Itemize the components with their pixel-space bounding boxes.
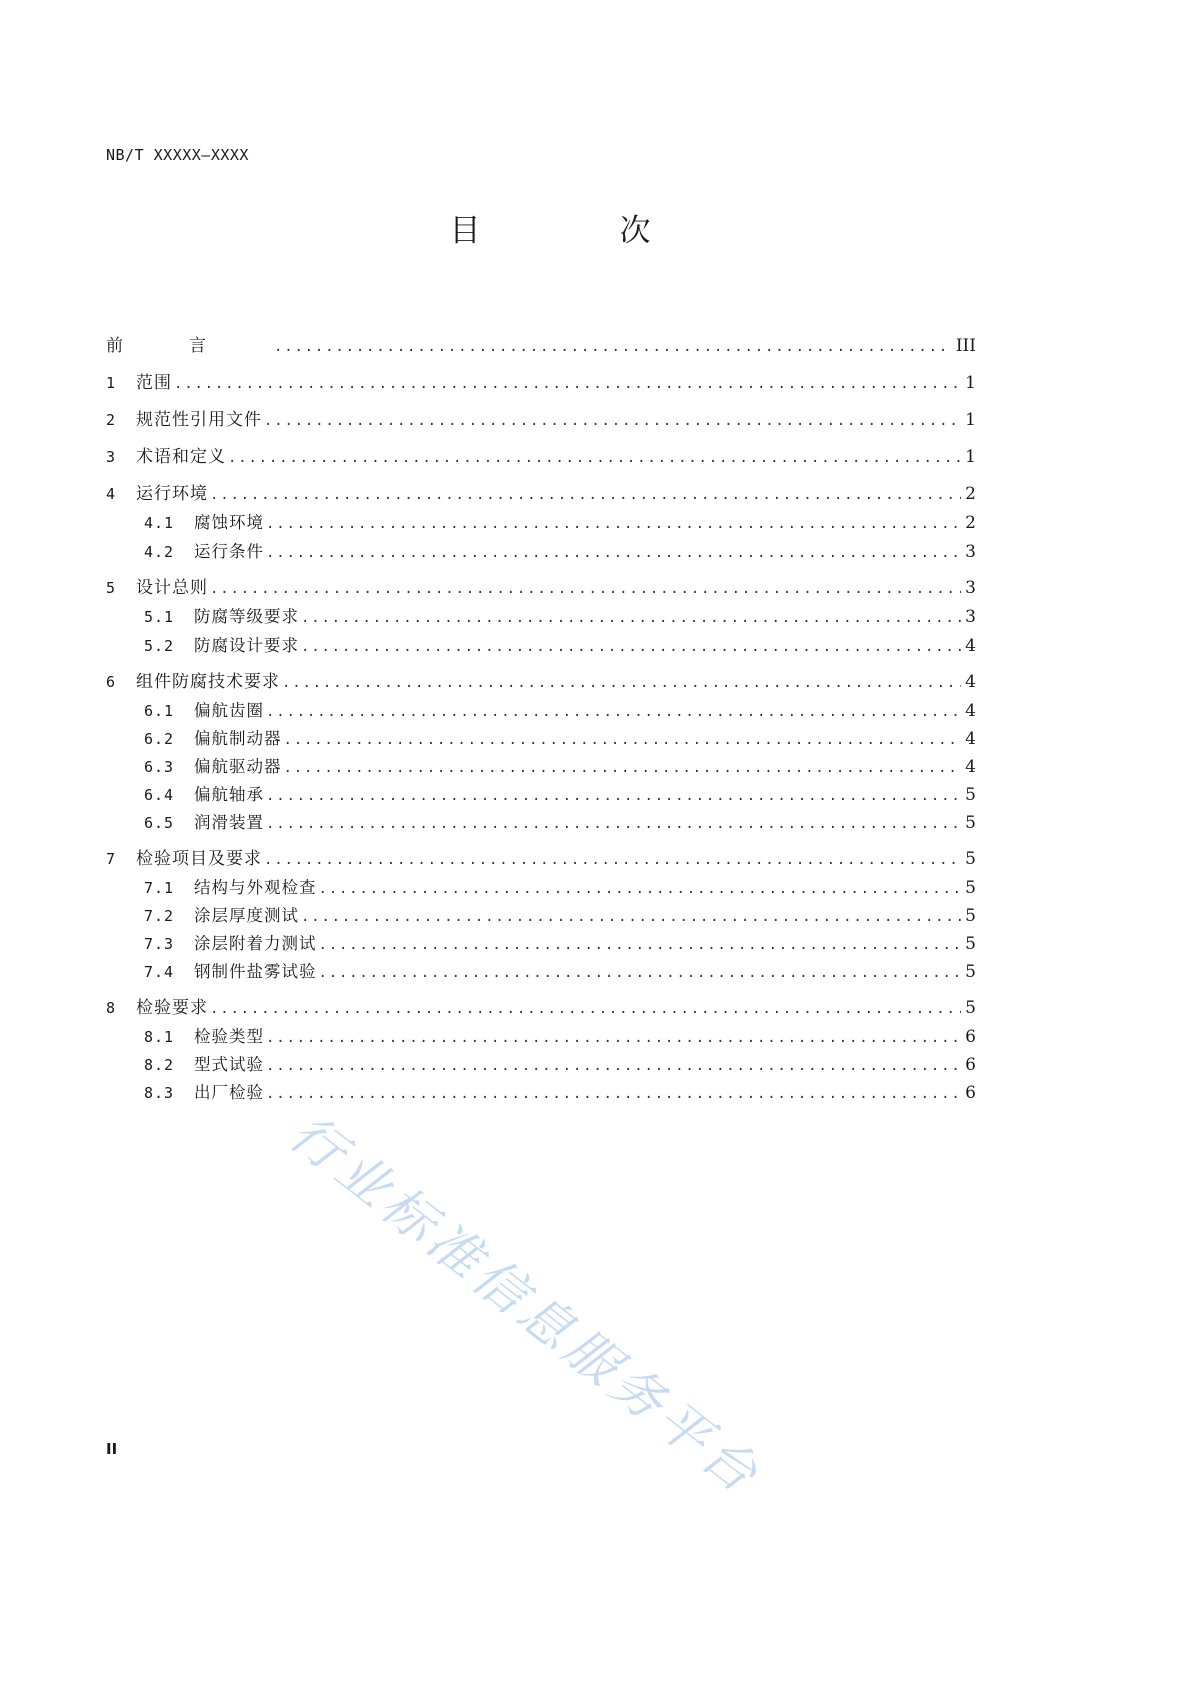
toc-entry[interactable] [106,847,976,871]
dot-leader [266,541,961,565]
toc-entry-page: 5 [965,849,976,869]
toc-entry-page: 5 [965,906,976,926]
toc-entry-page: 1 [965,373,976,393]
toc-entry-page: 6 [965,1055,976,1075]
toc-entry-title: 偏航轴承 [194,785,264,804]
toc-entry-title: 运行环境 [136,484,208,504]
toc-entry-number: 4.2 [144,543,175,561]
toc-entry-page: 4 [965,672,976,692]
toc-entry-page: 1 [965,410,976,430]
toc-entry-page: 5 [965,878,976,898]
toc-entry-title: 检验类型 [194,1027,264,1046]
toc-entry[interactable] [106,783,976,807]
toc-entry-number: 7.4 [144,963,175,981]
dot-leader [266,512,961,536]
toc-entry[interactable] [106,670,976,694]
dot-leader [210,997,961,1021]
toc-entry[interactable] [106,755,976,779]
dot-leader [174,372,961,396]
dot-leader [301,905,961,929]
toc-entry-number: 4.1 [144,514,175,532]
toc-entry-number: 8.1 [144,1028,175,1046]
toc-entry-page: 5 [965,998,976,1018]
toc-entry[interactable] [106,511,976,535]
toc-entry-title: 型式试验 [194,1055,264,1074]
toc-entry[interactable] [106,1025,976,1049]
toc-entry-number: 6.1 [144,702,175,720]
toc-entry-page: 5 [965,785,976,805]
toc-entry-number: 3 [106,448,116,466]
toc-entry[interactable] [106,1053,976,1077]
toc-entry-page: 5 [965,934,976,954]
dot-leader [319,961,962,985]
toc-entry[interactable] [106,996,976,1020]
dot-leader [266,784,961,808]
toc-entry-number: 5.2 [144,637,175,655]
toc-entry-title: 偏航齿圈 [194,701,264,720]
toc-entry-number: 6.4 [144,786,175,804]
watermark: 行业标准信息服务平台 [278,1103,773,1508]
toc-entry-page: 4 [965,701,976,721]
toc-entry[interactable] [106,482,976,506]
toc-entry-title: 术语和定义 [136,447,226,467]
toc-title: 目 次 [449,213,705,249]
toc-entry-number: 8.3 [144,1084,175,1102]
dot-leader [319,933,962,957]
dot-leader [264,848,961,872]
toc-entry-title: 防腐设计要求 [194,636,299,655]
dot-leader [284,756,962,780]
toc-entry[interactable] [106,445,976,469]
toc-entry-number: 6.3 [144,758,175,776]
toc-entry-page: 5 [965,962,976,982]
toc-entry-title: 检验要求 [136,998,208,1018]
toc-entry-number: 4 [106,485,116,503]
toc-entry[interactable] [106,634,976,658]
toc-entry[interactable] [106,876,976,900]
toc-entry-title: 润滑装置 [194,813,264,832]
toc-entry[interactable] [106,408,976,432]
toc-entry-number: 6.5 [144,814,175,832]
toc-entry[interactable] [106,605,976,629]
toc-entry-number: 8 [106,999,116,1017]
toc-entry-title: 偏航制动器 [194,729,282,748]
dot-leader [228,446,961,470]
dot-leader [266,1026,961,1050]
toc-entry-page: 4 [965,636,976,656]
toc-entry-number: 7.2 [144,907,175,925]
toc-entry-page: 6 [965,1027,976,1047]
toc-entry-title: 检验项目及要求 [136,849,262,869]
toc-entry[interactable] [106,576,976,600]
dot-leader [266,1082,961,1106]
toc-entry-title: 涂层附着力测试 [194,934,317,953]
toc-entry[interactable] [106,1081,976,1105]
standard-code: NB/T XXXXX—XXXX [106,146,249,164]
toc-entry-number: 1 [106,374,116,392]
toc-entry-title: 设计总则 [136,578,208,598]
dot-leader [266,700,961,724]
toc-entry-number: 7.3 [144,935,175,953]
page-number: II [106,1440,118,1458]
toc-entry-number: 8.2 [144,1056,175,1074]
toc-entry[interactable] [106,727,976,751]
toc-entry[interactable] [106,932,976,956]
toc-entry-number: 6 [106,673,116,691]
toc-entry-title: 出厂检验 [194,1083,264,1102]
toc-entry-page: 2 [965,513,976,533]
toc-entry-page: 6 [965,1083,976,1103]
toc-entry-title: 规范性引用文件 [136,410,262,430]
dot-leader [266,812,961,836]
dot-leader [210,483,961,507]
toc-entry-title: 运行条件 [194,542,264,561]
toc-entry-page: 2 [965,484,976,504]
toc-entry-title: 组件防腐技术要求 [136,672,280,692]
toc-entry[interactable] [106,811,976,835]
toc-entry[interactable] [106,960,976,984]
toc-entry-page: 4 [965,729,976,749]
dot-leader [301,635,961,659]
toc-entry-number: 7.1 [144,879,175,897]
toc-entry-title: 腐蚀环境 [194,513,264,532]
toc-entry-number: 2 [106,411,116,429]
dot-leader [264,409,961,433]
toc-entry-number: 5.1 [144,608,175,626]
toc-entry[interactable] [106,334,976,358]
toc-entry-number: 6.2 [144,730,175,748]
toc-entry-title: 结构与外观检查 [194,878,317,897]
dot-leader [319,877,962,901]
dot-leader [284,728,962,752]
toc-entry-title: 钢制件盐雾试验 [194,962,317,981]
toc-entry-number: 7 [106,850,116,868]
toc-entry-page: 4 [965,757,976,777]
toc-entry-page: 5 [965,813,976,833]
toc-entry-title: 涂层厚度测试 [194,906,299,925]
dot-leader [266,1054,961,1078]
toc-entry-title: 偏航驱动器 [194,757,282,776]
toc-entry[interactable] [106,371,976,395]
toc-entry-page: 3 [965,578,976,598]
dot-leader [274,335,952,359]
dot-leader [282,671,961,695]
toc-entry-page: III [955,336,976,356]
dot-leader [301,606,961,630]
toc-entry-number: 5 [106,579,116,597]
toc-entry[interactable] [106,699,976,723]
toc-entry-page: 3 [965,607,976,627]
toc-entry-title: 前言 [106,336,272,356]
dot-leader [210,577,961,601]
toc-entry[interactable] [106,540,976,564]
toc-entry-page: 1 [965,447,976,467]
toc-entry[interactable] [106,904,976,928]
toc-entry-title: 防腐等级要求 [194,607,299,626]
table-of-contents [106,0,976,1200]
toc-entry-page: 3 [965,542,976,562]
toc-entry-title: 范围 [136,373,172,393]
